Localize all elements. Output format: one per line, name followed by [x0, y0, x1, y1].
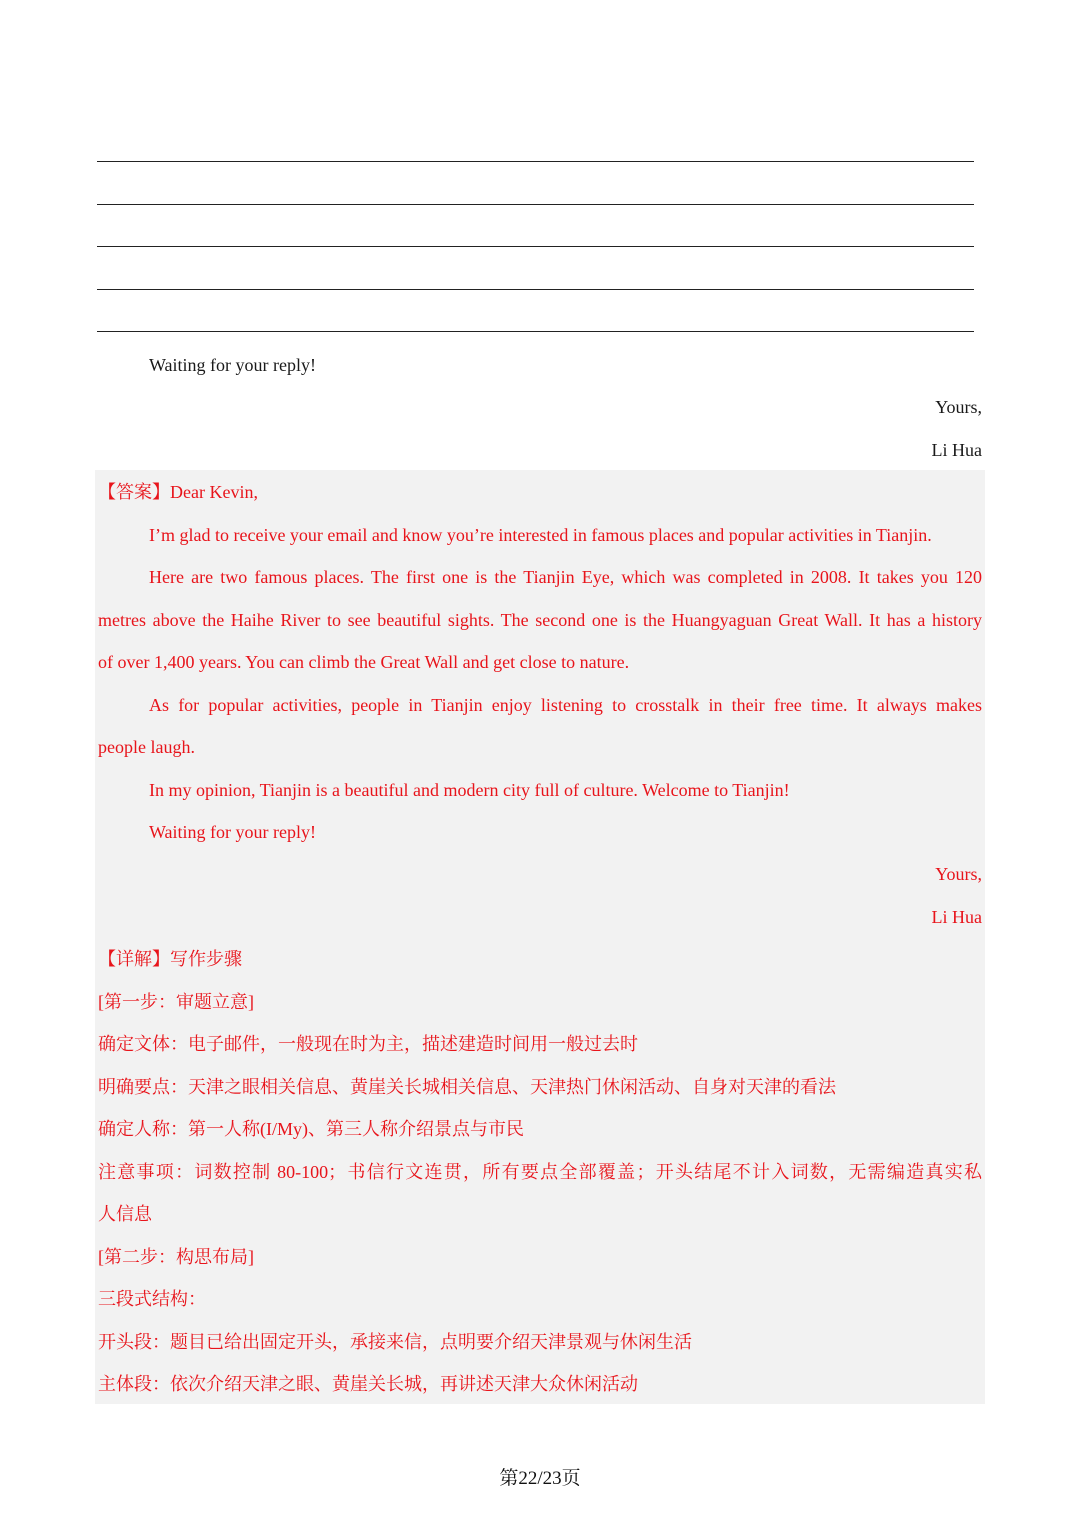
answer-sign-off: Yours, — [935, 864, 982, 884]
blank-writing-line — [97, 246, 974, 247]
analysis-heading — [98, 947, 242, 971]
analysis-title: 写作步骤 — [170, 949, 242, 969]
letter-signature: Li Hua — [931, 440, 982, 460]
answer-paragraph-5: Waiting for your reply! — [149, 822, 317, 842]
answer-greeting-line — [98, 480, 258, 504]
answer-paragraph-1: I’m glad to receive your email and know you’re interested in famous places and popular activities in Tianjin. — [149, 525, 932, 545]
answer-paragraph-2-line-1: Here are two famous places. The first one is the Tianjin Eye, which was completed in 2008. It takes you 120 — [149, 567, 982, 587]
blank-writing-line — [97, 204, 974, 205]
analysis-step-1: [第一步：审题立意] — [98, 992, 254, 1012]
answer-paragraph-2-line-3: of over 1,400 years. You can climb the Great Wall and get close to nature. — [98, 652, 630, 672]
analysis-body-paragraph: 主体段：依次介绍天津之眼、黄崖关长城，再讲述天津大众休闲活动 — [98, 1374, 638, 1394]
analysis-opening-paragraph: 开头段：题目已给出固定开头，承接来信，点明要介绍天津景观与休闲生活 — [98, 1332, 692, 1352]
analysis-step-2: [第二步：构思布局] — [98, 1247, 254, 1267]
answer-signature: Li Hua — [931, 907, 982, 927]
analysis-key-points: 明确要点：天津之眼相关信息、黄崖关长城相关信息、天津热门休闲活动、自身对天津的看法 — [98, 1077, 836, 1097]
blank-writing-line — [97, 331, 974, 332]
analysis-genre: 确定文体：电子邮件，一般现在时为主，描述建造时间用一般过去时 — [98, 1034, 638, 1054]
analysis-notes-line-2: 人信息 — [98, 1204, 152, 1224]
analysis-tag: 【详解】 — [98, 949, 170, 969]
analysis-notes-line-1: 注意事项：词数控制 80-100；书信行文连贯，所有要点全部覆盖；开头结尾不计入词数，无需编造真实私 — [98, 1162, 982, 1182]
answer-paragraph-4: In my opinion, Tianjin is a beautiful and modern city full of culture. Welcome to Tianjin! — [149, 780, 790, 800]
answer-paragraph-3-line-2: people laugh. — [98, 737, 195, 757]
letter-sign-off: Yours, — [935, 397, 982, 417]
answer-paragraph-2-line-2: metres above the Haihe River to see beautiful sights. The second one is the Huangyaguan Great Wall. It has a history — [98, 610, 982, 630]
blank-writing-line — [97, 161, 974, 162]
blank-writing-line — [97, 289, 974, 290]
answer-paragraph-3-line-1: As for popular activities, people in Tianjin enjoy listening to crosstalk in their free time. It always makes — [149, 695, 982, 715]
letter-closing-line: Waiting for your reply! — [149, 355, 317, 375]
answer-tag: 【答案】 — [98, 482, 170, 502]
analysis-person: 确定人称：第一人称(I/My)、第三人称介绍景点与市民 — [98, 1119, 524, 1139]
page-number: 第22/23页 — [499, 1468, 581, 1489]
answer-greeting: Dear Kevin, — [170, 482, 258, 502]
analysis-structure: 三段式结构： — [98, 1289, 206, 1309]
